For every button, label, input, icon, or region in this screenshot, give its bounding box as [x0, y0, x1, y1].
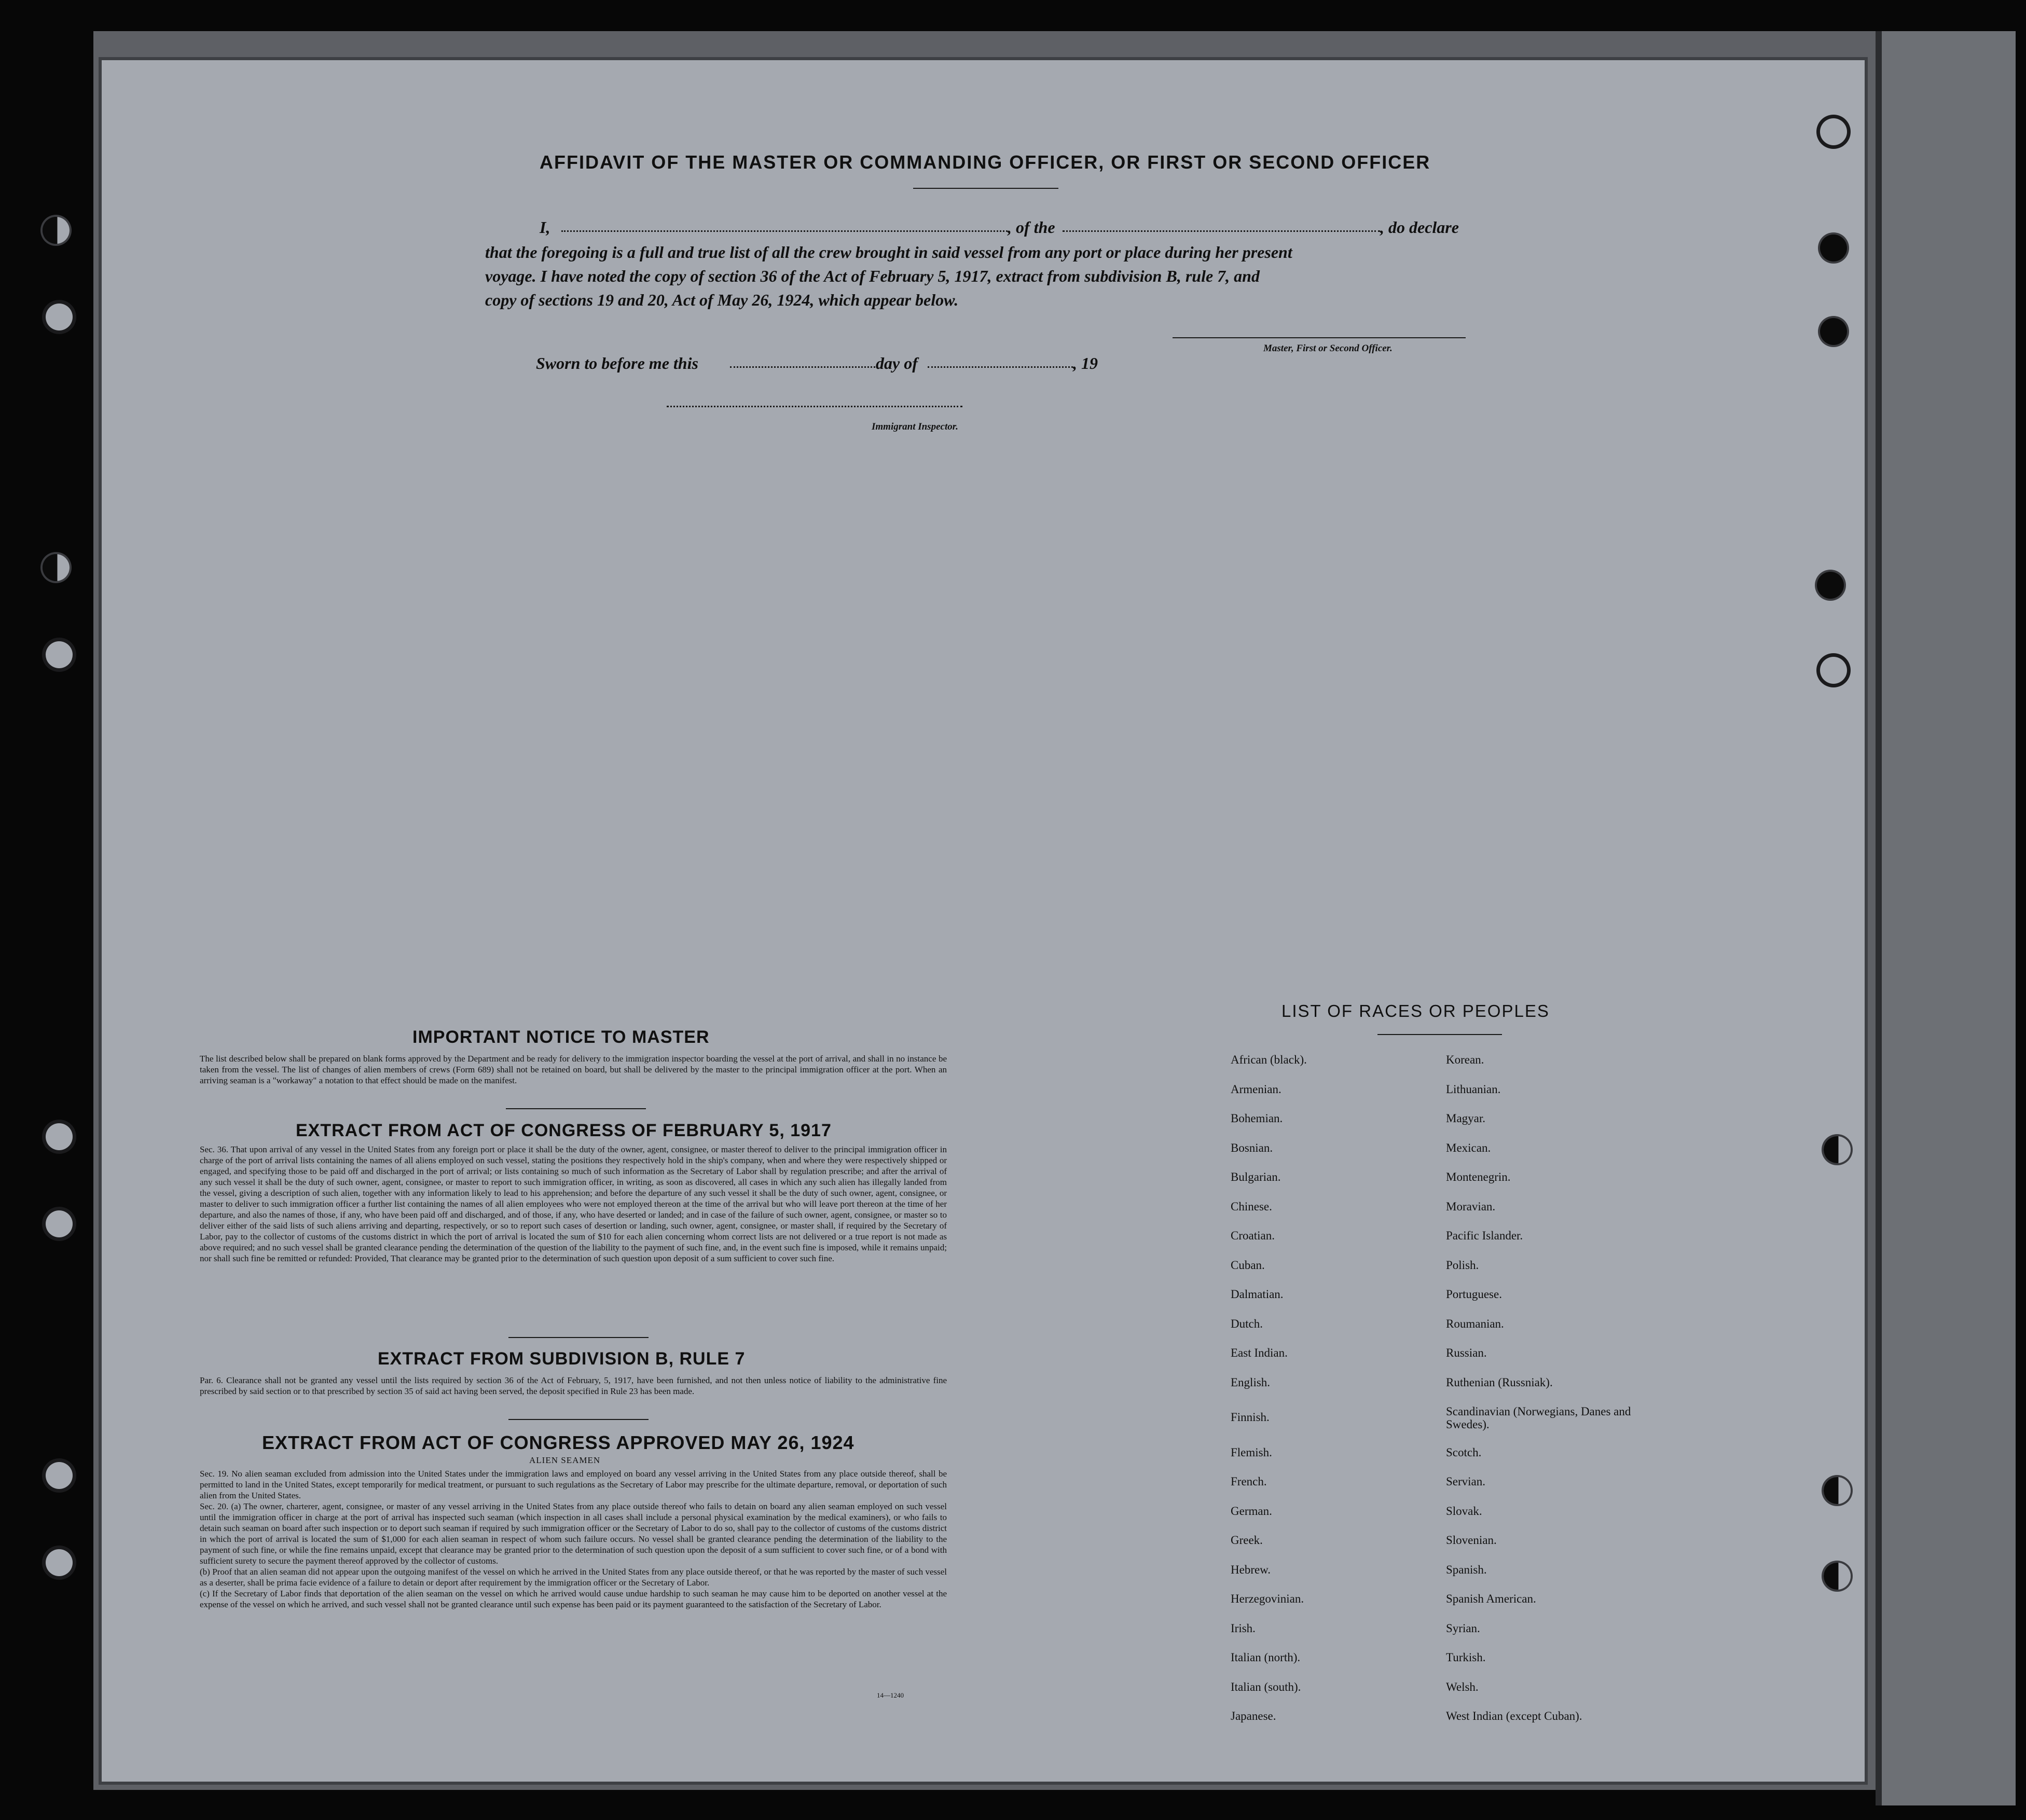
race-item: Irish.: [1231, 1621, 1256, 1635]
punch-hole: [1824, 1477, 1851, 1504]
race-item: Korean.: [1446, 1053, 1484, 1066]
sec20c-text: (c) If the Secretary of Labor finds that deportation of the alien seaman on the vessel on which he arrived would cause undue hardship to such seaman he may cause him to be deported on another vessel at the expense of the vessel on which he arrived, and such vessel shall not be granted clearance until such expense has been paid or its payment guaranteed to the satisfaction of the Secretary of Labor.: [200, 1589, 947, 1609]
notice-title: IMPORTANT NOTICE TO MASTER: [412, 1027, 710, 1047]
race-item: Dalmatian.: [1231, 1288, 1284, 1301]
master-signature-label: Master, First or Second Officer.: [1263, 343, 1393, 354]
race-item: Magyar.: [1446, 1112, 1486, 1125]
punch-hole: [46, 641, 73, 668]
race-item: West Indian (except Cuban).: [1446, 1709, 1582, 1722]
inspector-signature-line[interactable]: [667, 406, 962, 407]
divider: [508, 1337, 649, 1338]
punch-hole: [46, 1462, 73, 1489]
punch-hole: [1820, 235, 1847, 261]
punch-hole: [46, 1123, 73, 1150]
master-signature-line[interactable]: [1173, 337, 1466, 338]
race-item: Italian (south).: [1231, 1680, 1301, 1693]
punch-hole: [43, 554, 70, 581]
affidavit-line-2: that the foregoing is a full and true list of all the crew brought in said vessel from any port or place during her present: [485, 243, 1292, 261]
race-item: German.: [1231, 1504, 1272, 1518]
race-item: Scotch.: [1446, 1445, 1482, 1459]
race-item: Bosnian.: [1231, 1141, 1273, 1154]
affidavit-line-3: voyage. I have noted the copy of section 36 of the Act of February 5, 1917, extract from subdivision B, rule 7, and: [485, 267, 1260, 285]
race-item: Scandinavian (Norwegians, Danes and Swedes).: [1446, 1405, 1631, 1431]
divider: [508, 1419, 649, 1420]
punch-hole: [1824, 1136, 1851, 1163]
races-title: LIST OF RACES OR PEOPLES: [1281, 1001, 1550, 1021]
race-item: African (black).: [1231, 1053, 1307, 1066]
race-item: Moravian.: [1446, 1199, 1496, 1213]
affidavit-line-4: copy of sections 19 and 20, Act of May 26, 1924, which appear below.: [485, 291, 959, 309]
punch-hole: [1820, 657, 1847, 684]
sworn-year: , 19: [1073, 354, 1098, 373]
affidavit-i: I,: [540, 218, 550, 237]
race-item: English.: [1231, 1375, 1271, 1389]
race-item: Italian (north).: [1231, 1651, 1301, 1664]
race-item: Hebrew.: [1231, 1563, 1271, 1576]
race-item: Montenegrin.: [1446, 1170, 1511, 1183]
punch-hole: [1820, 318, 1847, 345]
race-item: East Indian.: [1231, 1346, 1288, 1359]
punch-hole: [1817, 572, 1844, 599]
race-item: Bulgarian.: [1231, 1170, 1281, 1183]
race-item: Ruthenian (Russniak).: [1446, 1375, 1553, 1389]
name-blank[interactable]: [561, 230, 1008, 232]
extract-1924-title: EXTRACT FROM ACT OF CONGRESS APPROVED MAY 26, 1924: [262, 1432, 854, 1453]
form-number: 14—1240: [877, 1691, 904, 1699]
race-item: Slovenian.: [1446, 1534, 1497, 1547]
sworn-month-blank[interactable]: [928, 366, 1073, 368]
race-item: Russian.: [1446, 1346, 1487, 1359]
sworn-day-of: day of: [876, 354, 918, 373]
affidavit-of-the: , of the: [1008, 218, 1055, 237]
extract-1917-body: Sec. 36. That upon arrival of any vessel in the United States from any foreign port or place it shall be the duty of the owner, agent, consignee, or master thereof to deliver to the principal immigration officer in charge of the port of arrival lists containing the names of all aliens employed on such vessel, stating the positions they respectively hold in the ship's company, when and where they were respectively shipped or engaged, and specifying those to be paid off and discharged in the port of arrival; or lists containing so much of such information as the Secretary of Labor shall by regulation prescribe; and after the arrival of any such vessel it shall be the duty of such owner, agent, consignee, or master to report to such immigration officer, in writing, as soon as discovered, all cases in which any such alien has illegally landed from the vessel, giving a description of such alien, together with any information likely to lead to his apprehension; and before the departure of any such vessel it shall be the duty of such owner, agent, consignee, or master to deliver to such immigration officer a further list containing the names of all alien employees who were not employed thereon at the time of the arrival but who will leave port thereon at the time of her departure, and also the names of those, if any, who have been paid off and discharged, and of those, if any, who have deserted or landed; and in case of the failure of such owner, agent, consignee, or master so to deliver either of the said lists of such aliens arriving and departing, respectively, or so to report such cases of desertion or landing, such owner, agent, consignee, or master shall, if required by the Secretary of Labor, pay to the collector of customs of the customs district in which the port of arrival is located the sum of $10 for each alien concerning whom correct lists are not delivered or a true report is not made as above required; and no such vessel shall be granted clearance pending the determination of the question of the liability to the payment of such fine, and, in the event such fine is imposed, while it remains unpaid; nor shall such fine be remitted or refunded: Provided, That clearance may be granted prior to the determination of such question upon deposit of a sum sufficient to cover such fine.: [200, 1145, 947, 1263]
punch-hole: [46, 1549, 73, 1576]
sworn-prefix: Sworn to before me this: [536, 354, 698, 373]
race-item: Armenian.: [1231, 1082, 1281, 1096]
race-item: Polish.: [1446, 1258, 1479, 1272]
race-item: Herzegovinian.: [1231, 1592, 1304, 1605]
punch-hole: [43, 217, 70, 244]
sec20a-text: Sec. 20. (a) The owner, charterer, agent, consignee, or master of any vessel arriving in the United States from any place outside thereof who fails to detain on board any alien seaman employed on such vessel until the immigration officer in charge at the port of arrival has inspected such seaman (which inspection in all cases shall include a personal physical examination by the medical examiners), or who fails to detain such seaman on board after such inspection or to deport such seaman if required by such immigration officer or the Secretary of Labor to do so, shall pay to the collector of customs of the customs district in which the port of arrival is located the sum of $1,000 for each alien seaman in respect of whom such failure occurs. No vessel shall be granted clearance pending the determination of the liability to the payment of such fine, or while the fine remains unpaid, except that clearance may be granted prior to the determination of such question upon the deposit of a sum sufficient to cover such fine, or of a bond with sufficient surety to secure the payment thereof approved by the collector of customs.: [200, 1501, 947, 1566]
extract-1917-title: EXTRACT FROM ACT OF CONGRESS OF FEBRUARY 5, 1917: [296, 1121, 832, 1140]
race-item: French.: [1231, 1475, 1267, 1488]
race-item: Finnish.: [1231, 1411, 1270, 1424]
race-item: Flemish.: [1231, 1445, 1272, 1459]
race-item: Croatian.: [1231, 1229, 1275, 1242]
race-item: Roumanian.: [1446, 1317, 1504, 1330]
sworn-day-blank[interactable]: [730, 366, 875, 368]
race-item: Turkish.: [1446, 1651, 1486, 1664]
notice-body: The list described below shall be prepared on blank forms approved by the Department and be ready for delivery to the immigration inspector boarding the vessel at the port of arrival, and shall in no instance be taken from the vessel. The list of changes of alien members of crews (Form 689) shall not be retained on board, but shall be delivered by the master to the principal immigration officer at the port. When an arriving seaman is a "workaway" a notation to that effect should be made on the manifest.: [200, 1054, 947, 1085]
race-item: Spanish American.: [1446, 1592, 1536, 1605]
sec19-text: Sec. 19. No alien seaman excluded from admission into the United States under the immigration laws and employed on board any vessel arriving in the United States from any place outside thereof, shall be permitted to land in the United States, except temporarily for medical treatment, or pursuant to such regulations as the Secretary of Labor may prescribe for the ultimate departure, removal, or deportation of such alien from the United States.: [200, 1469, 947, 1500]
race-item: Bohemian.: [1231, 1112, 1283, 1125]
punch-hole: [1820, 118, 1847, 145]
race-item: Japanese.: [1231, 1709, 1276, 1722]
races-title-underline: [1377, 1034, 1502, 1035]
race-item: Mexican.: [1446, 1141, 1491, 1154]
race-item: Servian.: [1446, 1475, 1486, 1488]
underlying-page-edge: [1876, 31, 2016, 1805]
title-underline: [913, 188, 1058, 189]
race-item: Dutch.: [1231, 1317, 1263, 1330]
race-item: Syrian.: [1446, 1621, 1480, 1635]
extract-1924-sec19: [200, 1468, 947, 1610]
race-item: Pacific Islander.: [1446, 1229, 1523, 1242]
punch-hole: [1824, 1563, 1851, 1590]
extract-rule7-title: EXTRACT FROM SUBDIVISION B, RULE 7: [378, 1349, 746, 1369]
race-item: Welsh.: [1446, 1680, 1479, 1693]
punch-hole: [46, 1210, 73, 1237]
race-item: Cuban.: [1231, 1258, 1265, 1272]
affidavit-do-declare: , do declare: [1380, 218, 1459, 237]
divider: [506, 1108, 646, 1109]
race-item: Chinese.: [1231, 1199, 1272, 1213]
race-item: Slovak.: [1446, 1504, 1482, 1518]
affidavit-line-1: [540, 218, 550, 237]
race-item: Portuguese.: [1446, 1288, 1502, 1301]
punch-hole: [46, 304, 73, 330]
race-item: Spanish.: [1446, 1563, 1487, 1576]
affidavit-title: AFFIDAVIT OF THE MASTER OR COMMANDING OFFICER, OR FIRST OR SECOND OFFICER: [540, 151, 1431, 173]
extract-rule7-body: Par. 6. Clearance shall not be granted any vessel until the lists required by section 36 of the Act of February, 5, 1917, have been furnished, and not then unless notice of liability to the administrative fine prescribed by said section or to that prescribed by section 35 of said act having been served, the deposit specified in Rule 23 has been made.: [200, 1375, 947, 1396]
inspector-signature-label: Immigrant Inspector.: [872, 421, 958, 432]
race-item: Lithuanian.: [1446, 1082, 1501, 1096]
sec20b-text: (b) Proof that an alien seaman did not appear upon the outgoing manifest of the vessel on which he arrived in the United States from any place outside thereof, or that he was reported by the master of such vessel as a deserter, shall be prima facie evidence of a failure to detain or deport after requirement by the immigration officer or the Secretary of Labor.: [200, 1567, 947, 1588]
vessel-blank[interactable]: [1063, 230, 1380, 232]
race-item: Greek.: [1231, 1534, 1263, 1547]
extract-1924-subtitle: ALIEN SEAMEN: [529, 1455, 601, 1465]
